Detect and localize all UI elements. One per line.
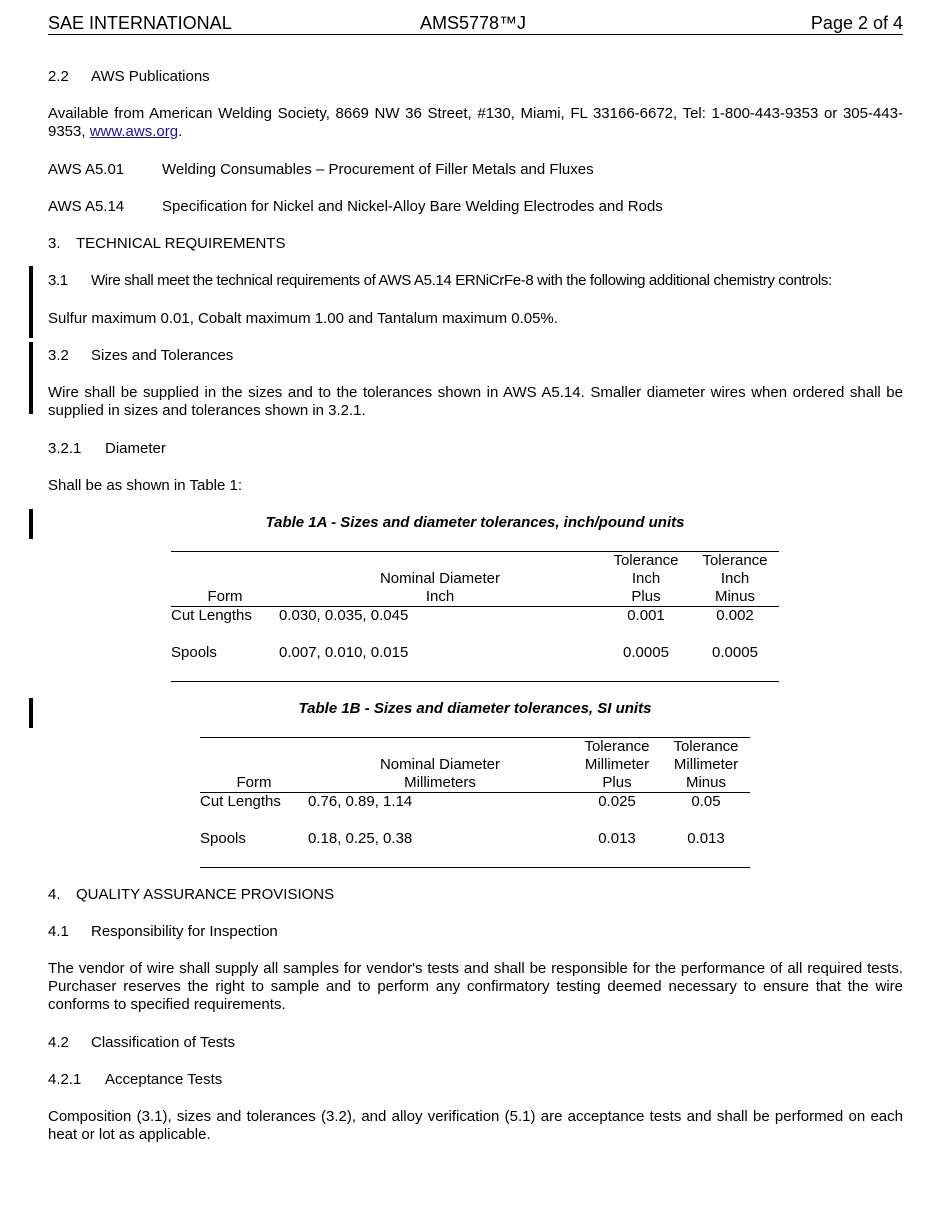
section-3-2-1-paragraph: Shall be as shown in Table 1:: [48, 477, 243, 494]
cell-diameter: 0.007, 0.010, 0.015: [279, 644, 409, 661]
cell-tolerance-plus: 0.0005: [623, 644, 669, 661]
column-header-tolerance-minus: Tolerance Millimeter Minus: [673, 738, 739, 791]
cell-diameter: 0.18, 0.25, 0.38: [308, 830, 413, 847]
cell-tolerance-minus: 0.013: [687, 830, 725, 847]
section-3-heading: 3. TECHNICAL REQUIREMENTS: [48, 235, 286, 252]
table-header-row: [171, 552, 779, 607]
column-header-tolerance-plus: Tolerance Millimeter Plus: [584, 738, 650, 791]
aws-availability-paragraph: Available from American Welding Society, 8669 NW 36 Street, #130, Miami, FL 33166-6672, Tel: 1-800-443-9353 or 305-443-9353, www.aws.org.: [48, 105, 903, 140]
column-header-tolerance-plus: Tolerance Inch Plus: [613, 552, 679, 605]
cell-diameter: 0.030, 0.035, 0.045: [279, 607, 409, 624]
cell-tolerance-minus: 0.05: [691, 793, 721, 810]
cell-diameter: 0.76, 0.89, 1.14: [308, 793, 413, 810]
column-header-nominal-diameter: Nominal Diameter Inch: [379, 570, 501, 605]
section-4-1-heading: 4.1 Responsibility for Inspection: [48, 923, 278, 940]
cell-form: Spools: [171, 644, 217, 661]
cell-tolerance-minus: 0.002: [716, 607, 754, 624]
table-row: [171, 607, 779, 645]
section-4-2-heading: 4.2 Classification of Tests: [48, 1034, 235, 1051]
column-header-nominal-diameter: Nominal Diameter Millimeters: [379, 756, 501, 791]
section-3-1-paragraph: 3.1 Wire shall meet the technical requirements of AWS A5.14 ERNiCrFe-8 with the following additional chemistry controls:: [48, 272, 832, 289]
page-header: [48, 13, 903, 35]
table-1a-caption: Table 1A - Sizes and diameter tolerances, inch/pound units: [265, 514, 685, 531]
aws-website-link[interactable]: www.aws.org: [89, 123, 179, 140]
table-row: [200, 793, 750, 831]
section-3-2-heading: 3.2 Sizes and Tolerances: [48, 347, 234, 364]
column-header-tolerance-minus: Tolerance Inch Minus: [702, 552, 768, 605]
section-2-2-heading: 2.2 AWS Publications: [48, 68, 210, 85]
section-4-2-1-heading: 4.2.1 Acceptance Tests: [48, 1071, 223, 1088]
section-4-heading: 4. QUALITY ASSURANCE PROVISIONS: [48, 886, 335, 903]
section-3-2-1-heading: 3.2.1 Diameter: [48, 440, 166, 457]
header-org: SAE INTERNATIONAL: [48, 13, 232, 33]
cell-form: Spools: [200, 830, 246, 847]
column-header-form: Form: [207, 588, 243, 605]
cell-tolerance-plus: 0.001: [627, 607, 665, 624]
table-row: [171, 644, 779, 682]
section-3-1-chemistry-controls: Sulfur maximum 0.01, Cobalt maximum 1.00 and Tantalum maximum 0.05%.: [48, 310, 558, 327]
section-4-1-paragraph: The vendor of wire shall supply all samples for vendor's tests and shall be responsible for the performance of all required tests. Purchaser reserves the right to sample and to perform any confirmatory testing deemed necessary to ensure that the wire conforms to specified requirements.: [48, 960, 903, 1013]
cell-form: Cut Lengths: [171, 607, 252, 624]
header-doc-number: AMS5778™J: [420, 13, 527, 33]
change-bar: [29, 266, 33, 338]
cell-tolerance-plus: 0.013: [598, 830, 636, 847]
table-1b-caption: Table 1B - Sizes and diameter tolerances, SI units: [298, 700, 652, 717]
reference-aws-a5-14: AWS A5.14 Specification for Nickel and Nickel-Alloy Bare Welding Electrodes and Rods: [48, 198, 663, 215]
header-page-number: Page 2 of 4: [810, 13, 903, 33]
table-1b: [200, 737, 750, 868]
change-bar: [29, 342, 33, 414]
cell-tolerance-minus: 0.0005: [712, 644, 758, 661]
section-4-2-1-paragraph: Composition (3.1), sizes and tolerances (3.2), and alloy verification (5.1) are acceptance tests and shall be performed on each heat or lot as applicable.: [48, 1108, 903, 1143]
column-header-form: Form: [236, 774, 272, 791]
table-header-row: [200, 738, 750, 793]
reference-aws-a5-01: AWS A5.01 Welding Consumables – Procurement of Filler Metals and Fluxes: [48, 161, 594, 178]
cell-form: Cut Lengths: [200, 793, 281, 810]
table-row: [200, 830, 750, 868]
cell-tolerance-plus: 0.025: [598, 793, 636, 810]
section-3-2-paragraph: Wire shall be supplied in the sizes and to the tolerances shown in AWS A5.14. Smaller diameter wires when ordered shall be supplied in sizes and tolerances shown in 3.2.1.: [48, 384, 903, 419]
table-1a: [171, 551, 779, 682]
